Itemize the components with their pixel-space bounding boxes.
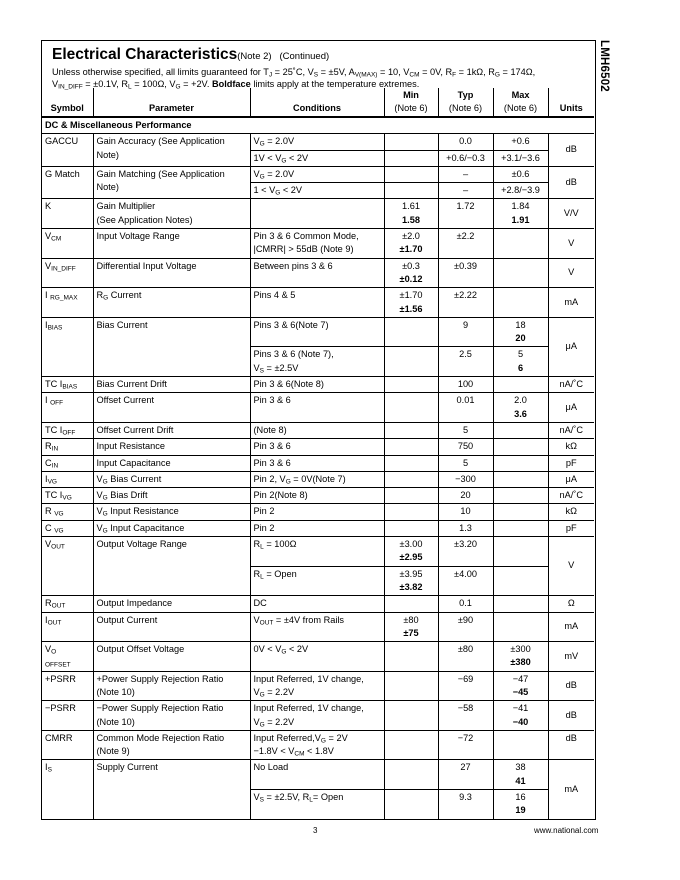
cell-conditions: $V_G = 2.0V$ <box>250 166 384 182</box>
table-row <box>42 393 594 423</box>
cell-conditions: Pin 2 <box>250 520 384 536</box>
cell-min <box>384 166 438 182</box>
cell-conditions: Pin 3 & 6 <box>250 439 384 455</box>
cell-symbol: I $_{RG\_MAX}$ <box>42 288 93 318</box>
cell-typ: ±90 <box>438 612 493 642</box>
cell-conditions: $0V < V_G < 2V$ <box>250 642 384 672</box>
cell-max <box>493 258 548 288</box>
cell-max: 2.0 3.6 <box>493 393 548 423</box>
table-row <box>42 199 594 229</box>
cell-conditions: Pin 2, $V_G$ = 0V(Note 7) <box>250 471 384 487</box>
table-row <box>42 455 594 471</box>
cell-units: V <box>548 537 594 596</box>
conditions-line-1: Unless otherwise specified, all limits guaranteed for $T_J$ = 25˚C, $V_S = \pm 5V$, $A_{V(MAX)} = 10$, $V_{CM} = 0V$, $R_F = 1k\Omega$, $R_G = 174\Omega$, <box>52 67 536 79</box>
cell-units: Ω <box>548 596 594 612</box>
cell-parameter: Output Current <box>93 612 250 642</box>
cell-conditions <box>250 199 384 229</box>
cell-parameter: Gain Matching (See Application Note) <box>93 166 250 199</box>
cell-symbol: C $_{VG}$ <box>42 520 93 536</box>
table-row <box>42 596 594 612</box>
cell-parameter: Bias Current Drift <box>93 377 250 393</box>
cell-max <box>493 471 548 487</box>
cell-min <box>384 642 438 672</box>
cell-min: ±80 ±75 <box>384 612 438 642</box>
cell-units: nA/˚C <box>548 422 594 438</box>
col-conditions: Conditions <box>250 88 384 117</box>
cell-parameter: $R_G$ Current <box>93 288 250 318</box>
cell-conditions: $V_S = \pm 2.5V$, $R_L=$ Open <box>250 790 384 820</box>
cell-units: dB <box>548 671 594 701</box>
cell-symbol: +PSRR <box>42 671 93 701</box>
cell-conditions: Pin 2(Note 8) <box>250 488 384 504</box>
cell-parameter: $V_G$ Input Capacitance <box>93 520 250 536</box>
cell-min <box>384 488 438 504</box>
cell-min: ±0.3 ±0.12 <box>384 258 438 288</box>
cell-units: kΩ <box>548 439 594 455</box>
cell-units: mA <box>548 612 594 642</box>
cell-symbol: $I_{VG}$ <box>42 471 93 487</box>
cell-conditions: $R_L = 100\Omega$ <box>250 537 384 567</box>
cell-symbol: $R_{OUT}$ <box>42 596 93 612</box>
cell-conditions: No Load <box>250 760 384 790</box>
cell-typ: – <box>438 166 493 182</box>
cell-min: ±3.95 ±3.82 <box>384 566 438 596</box>
cell-max <box>493 455 548 471</box>
cell-conditions: Between pins 3 & 6 <box>250 258 384 288</box>
cell-parameter: Input Voltage Range <box>93 229 250 259</box>
cell-conditions: $R_L$ = Open <box>250 566 384 596</box>
cell-typ: ±0.39 <box>438 258 493 288</box>
cell-conditions: Pin 3 & 6 <box>250 455 384 471</box>
cell-conditions: Pins 3 & 6 (Note 7), $V_S = \pm 2.5V$ <box>250 347 384 377</box>
table-row <box>42 537 594 567</box>
conditions-line-2: $V_{IN\_DIFF} = \pm 0.1V$, $R_L = 100\Omega$, $V_G = +2V$. Boldface limits apply at the temperature extremes. <box>52 79 420 91</box>
table-row <box>42 377 594 393</box>
cell-typ: −300 <box>438 471 493 487</box>
cell-parameter: Output Offset Voltage <box>93 642 250 672</box>
cell-max <box>493 566 548 596</box>
cell-symbol: $V_{IN\_DIFF}$ <box>42 258 93 288</box>
cell-units: mV <box>548 642 594 672</box>
cell-symbol: $I_S$ <box>42 760 93 819</box>
cell-typ: 5 <box>438 422 493 438</box>
col-typ: Typ (Note 6) <box>438 88 493 117</box>
cell-symbol: $V_{OUT}$ <box>42 537 93 596</box>
table-header-row <box>42 88 594 117</box>
cell-min <box>384 393 438 423</box>
cell-conditions: (Note 8) <box>250 422 384 438</box>
table-row <box>42 671 594 701</box>
cell-units: μA <box>548 317 594 376</box>
cell-conditions: $1V < V_G < 2V$ <box>250 150 384 166</box>
table-row <box>42 504 594 520</box>
table-row <box>42 422 594 438</box>
cell-min <box>384 150 438 166</box>
cell-typ: – <box>438 183 493 199</box>
cell-max: 38 41 <box>493 760 548 790</box>
cell-max: 5 6 <box>493 347 548 377</box>
cell-typ: 1.72 <box>438 199 493 229</box>
table-row <box>42 439 594 455</box>
footer-url: www.national.com <box>534 826 599 835</box>
cell-typ: 10 <box>438 504 493 520</box>
cell-min <box>384 520 438 536</box>
cell-parameter: Supply Current <box>93 760 250 819</box>
cell-typ: 5 <box>438 455 493 471</box>
cell-max: 16 19 <box>493 790 548 820</box>
cell-parameter: Output Voltage Range <box>93 537 250 596</box>
cell-units: kΩ <box>548 504 594 520</box>
cell-conditions: Pins 4 & 5 <box>250 288 384 318</box>
cell-parameter: −Power Supply Rejection Ratio (Note 10) <box>93 701 250 731</box>
part-number-tab: LMH6502 <box>598 40 610 92</box>
cell-typ: 0.1 <box>438 596 493 612</box>
cell-min <box>384 439 438 455</box>
cell-typ: 750 <box>438 439 493 455</box>
col-symbol: Symbol <box>42 88 93 117</box>
cell-parameter: +Power Supply Rejection Ratio (Note 10) <box>93 671 250 701</box>
cell-symbol: G Match <box>42 166 93 199</box>
cell-min <box>384 790 438 820</box>
table-row <box>42 471 594 487</box>
cell-parameter: Gain Multiplier (See Application Notes) <box>93 199 250 229</box>
table-row <box>42 317 594 347</box>
cell-symbol: TC $I_{VG}$ <box>42 488 93 504</box>
cell-max: ±300 ±380 <box>493 642 548 672</box>
cell-typ: 0.01 <box>438 393 493 423</box>
cell-parameter: $V_G$ Bias Drift <box>93 488 250 504</box>
cell-max <box>493 439 548 455</box>
cell-symbol: $V_{CM}$ <box>42 229 93 259</box>
cell-typ: 9 <box>438 317 493 347</box>
cell-conditions: Pin 3 & 6 Common Mode, |CMRR| > 55dB (Note 9) <box>250 229 384 259</box>
cell-typ: ±3.20 <box>438 537 493 567</box>
cell-typ: 20 <box>438 488 493 504</box>
cell-max <box>493 422 548 438</box>
cell-typ: 1.3 <box>438 520 493 536</box>
cell-min <box>384 422 438 438</box>
cell-max <box>493 377 548 393</box>
table-row <box>42 166 594 182</box>
cell-symbol: $I_{BIAS}$ <box>42 317 93 376</box>
cell-typ: 100 <box>438 377 493 393</box>
col-max: Max (Note 6) <box>493 88 548 117</box>
cell-parameter: Input Capacitance <box>93 455 250 471</box>
cell-min: ±2.0 ±1.70 <box>384 229 438 259</box>
cell-symbol: R $_{VG}$ <box>42 504 93 520</box>
cell-conditions: Input Referred, 1V change, $V_G = 2.2V$ <box>250 701 384 731</box>
cell-min <box>384 730 438 760</box>
cell-typ: 0.0 <box>438 134 493 150</box>
cell-parameter: Bias Current <box>93 317 250 376</box>
cell-symbol: TC $I_{BIAS}$ <box>42 377 93 393</box>
cell-min: 1.61 1.58 <box>384 199 438 229</box>
cell-min: ±3.00 ±2.95 <box>384 537 438 567</box>
cell-symbol: TC $I_{OFF}$ <box>42 422 93 438</box>
cell-units: V <box>548 229 594 259</box>
cell-parameter: Offset Current Drift <box>93 422 250 438</box>
cell-symbol: −PSRR <box>42 701 93 731</box>
cell-typ: ±2.2 <box>438 229 493 259</box>
cell-max: +3.1/−3.6 <box>493 150 548 166</box>
cell-conditions: Pins 3 & 6(Note 7) <box>250 317 384 347</box>
cell-parameter: $V_G$ Input Resistance <box>93 504 250 520</box>
cell-typ: ±2.22 <box>438 288 493 318</box>
cell-units: μA <box>548 393 594 423</box>
cell-symbol: K <box>42 199 93 229</box>
cell-max <box>493 504 548 520</box>
cell-min <box>384 347 438 377</box>
cell-units: pF <box>548 520 594 536</box>
cell-conditions: $V_{OUT} = \pm 4V$ from Rails <box>250 612 384 642</box>
cell-units: V <box>548 258 594 288</box>
cell-units: mA <box>548 288 594 318</box>
cell-conditions: DC <box>250 596 384 612</box>
title-note: (Note 2) <box>237 51 272 62</box>
cell-conditions: Pin 3 & 6 <box>250 393 384 423</box>
cell-units: dB <box>548 730 594 760</box>
cell-parameter: Gain Accuracy (See Application Note) <box>93 134 250 167</box>
cell-typ: ±4.00 <box>438 566 493 596</box>
table-row <box>42 612 594 642</box>
section-header <box>52 46 592 90</box>
cell-symbol: $I_{OUT}$ <box>42 612 93 642</box>
cell-max: −47 −45 <box>493 671 548 701</box>
cell-min <box>384 183 438 199</box>
table-row <box>42 488 594 504</box>
cell-conditions: $V_G = 2.0V$ <box>250 134 384 150</box>
cell-typ: −58 <box>438 701 493 731</box>
table-row <box>42 730 594 760</box>
table-row <box>42 229 594 259</box>
cell-max <box>493 520 548 536</box>
cell-min <box>384 504 438 520</box>
table-row <box>42 642 594 672</box>
cell-units: dB <box>548 166 594 199</box>
page-title: Electrical Characteristics(Note 2) (Continued) <box>52 46 330 63</box>
cell-max <box>493 488 548 504</box>
col-units: Units <box>548 88 594 117</box>
cell-units: μA <box>548 471 594 487</box>
cell-units: nA/˚C <box>548 488 594 504</box>
cell-max <box>493 537 548 567</box>
cell-min <box>384 701 438 731</box>
cell-max: 18 20 <box>493 317 548 347</box>
cell-max: −41 −40 <box>493 701 548 731</box>
cell-typ: 2.5 <box>438 347 493 377</box>
cell-min <box>384 596 438 612</box>
cell-parameter: $V_G$ Bias Current <box>93 471 250 487</box>
col-parameter: Parameter <box>93 88 250 117</box>
cell-max: +2.8/−3.9 <box>493 183 548 199</box>
table-row <box>42 701 594 731</box>
col-min: Min (Note 6) <box>384 88 438 117</box>
cell-max: ±0.6 <box>493 166 548 182</box>
cell-typ: ±80 <box>438 642 493 672</box>
cell-conditions: Input $Referred,V_G = 2V$ $-1.8V < V_{CM} < 1.8V$ <box>250 730 384 760</box>
cell-units: mA <box>548 760 594 819</box>
electrical-characteristics-table <box>42 88 594 820</box>
table-row <box>42 288 594 318</box>
cell-typ: −72 <box>438 730 493 760</box>
page-number: 3 <box>313 826 318 835</box>
cell-conditions: Pin 3 & 6(Note 8) <box>250 377 384 393</box>
table-row <box>42 760 594 790</box>
cell-units: V/V <box>548 199 594 229</box>
cell-min <box>384 760 438 790</box>
cell-parameter: Input Resistance <box>93 439 250 455</box>
cell-max <box>493 730 548 760</box>
cell-max <box>493 596 548 612</box>
cell-units: nA/˚C <box>548 377 594 393</box>
cell-parameter: Differential Input Voltage <box>93 258 250 288</box>
cell-max: 1.84 1.91 <box>493 199 548 229</box>
cell-units: dB <box>548 701 594 731</box>
cell-parameter: Common Mode Rejection Ratio (Note 9) <box>93 730 250 760</box>
cell-symbol: $C_{IN}$ <box>42 455 93 471</box>
cell-symbol: $R_{IN}$ <box>42 439 93 455</box>
cell-typ: +0.6/−0.3 <box>438 150 493 166</box>
cell-max <box>493 288 548 318</box>
cell-min <box>384 471 438 487</box>
cell-symbol: CMRR <box>42 730 93 760</box>
cell-max <box>493 229 548 259</box>
cell-min <box>384 134 438 150</box>
cell-symbol: GACCU <box>42 134 93 167</box>
table-row <box>42 134 594 150</box>
cell-conditions: $1 < V_G < 2V$ <box>250 183 384 199</box>
cell-parameter: Offset Current <box>93 393 250 423</box>
cell-min <box>384 317 438 347</box>
cell-min <box>384 671 438 701</box>
section-row <box>42 117 594 134</box>
title-continued: (Continued) <box>279 51 330 62</box>
cell-units: dB <box>548 134 594 167</box>
cell-parameter: Output Impedance <box>93 596 250 612</box>
section-title: DC & Miscellaneous Performance <box>42 117 594 134</box>
table-row <box>42 258 594 288</box>
cell-max <box>493 612 548 642</box>
cell-typ: 27 <box>438 760 493 790</box>
cell-units: pF <box>548 455 594 471</box>
cell-min <box>384 377 438 393</box>
cell-typ: 9.3 <box>438 790 493 820</box>
cell-min: ±1.70 ±1.56 <box>384 288 438 318</box>
cell-min <box>384 455 438 471</box>
cell-symbol: $V_O$ $_{OFFSET}$ <box>42 642 93 672</box>
cell-max: +0.6 <box>493 134 548 150</box>
table-row <box>42 520 594 536</box>
cell-conditions: Pin 2 <box>250 504 384 520</box>
cell-typ: −69 <box>438 671 493 701</box>
cell-symbol: I $_{OFF}$ <box>42 393 93 423</box>
cell-conditions: Input Referred, 1V change, $V_G = 2.2V$ <box>250 671 384 701</box>
